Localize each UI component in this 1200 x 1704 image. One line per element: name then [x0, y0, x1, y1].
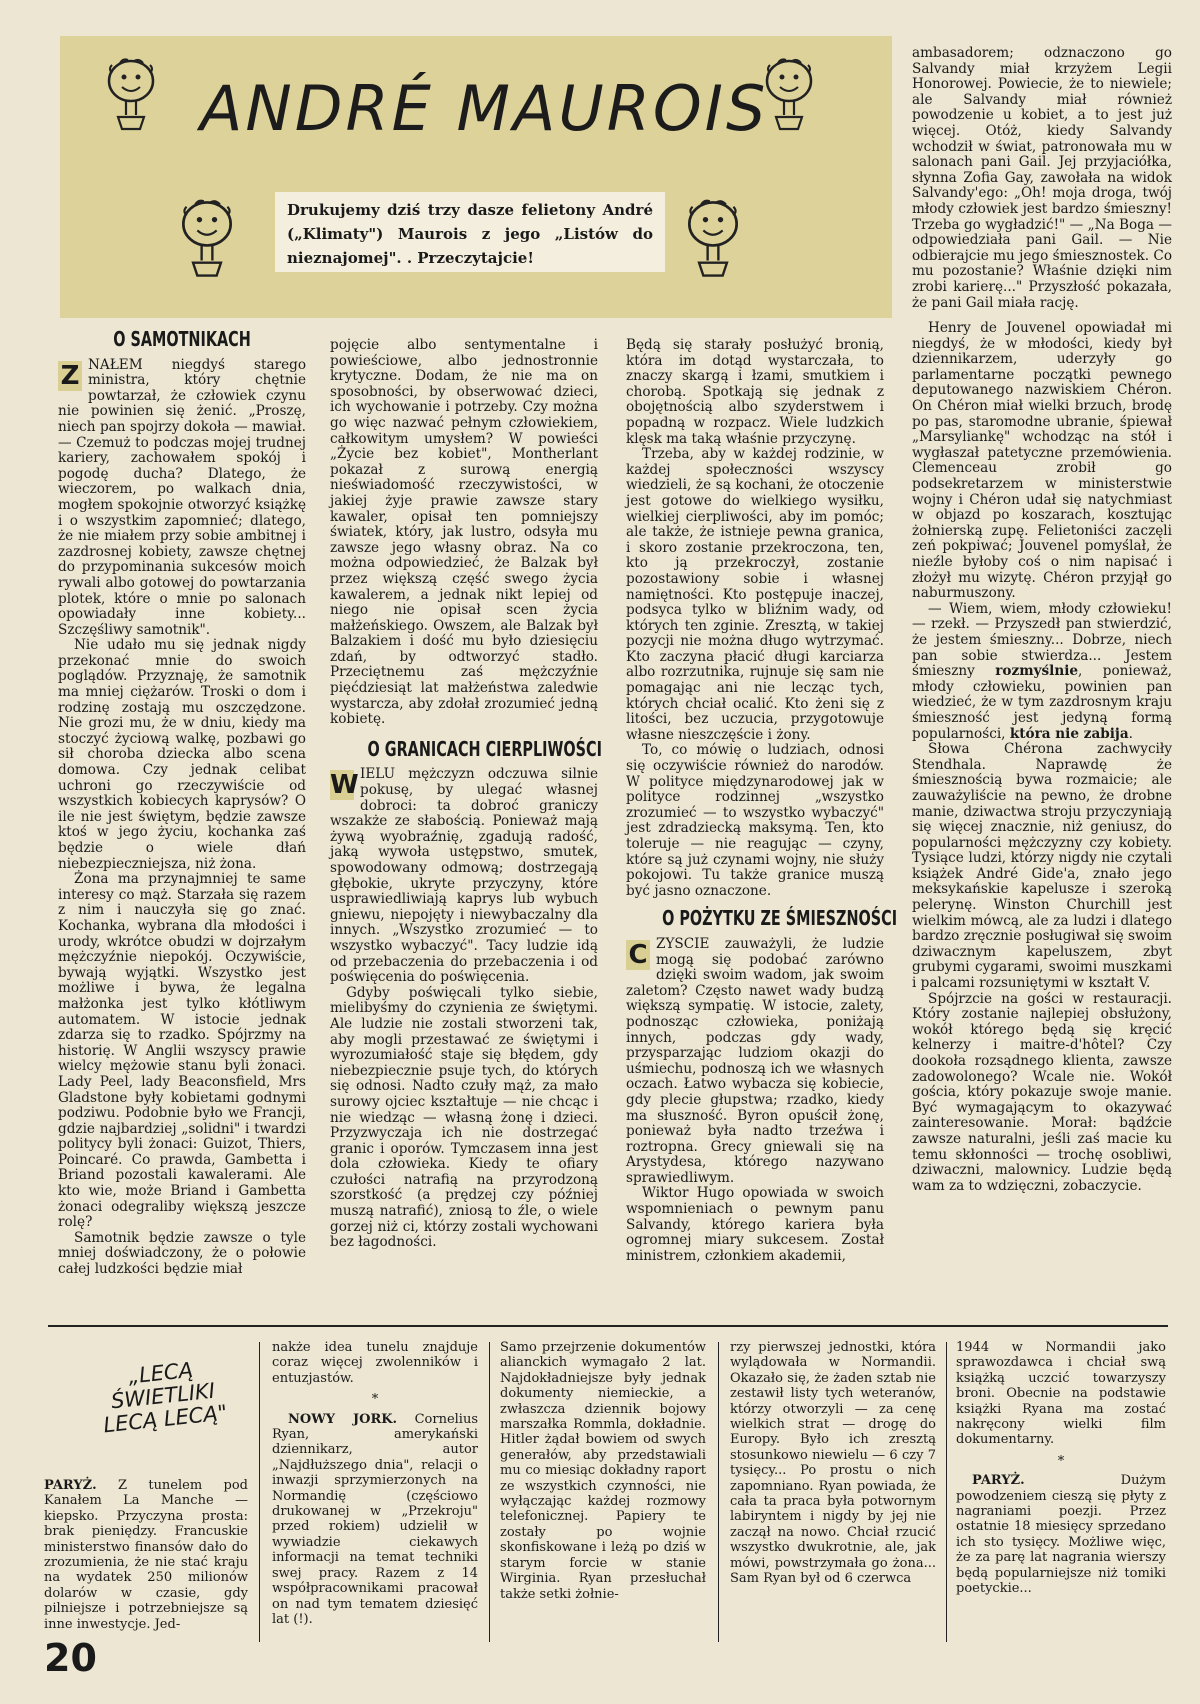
essay3-para: — Wiem, wiem, młody człowieku! — rzekł. — Przyszedł pan stwierdzić, że jestem śmieszny... Dobrze, niech pan sobie stwierdza... Jestem śmieszny rozmyślnie, ponieważ, młody człowieku, powinien pan wiedzieć, że w tym zazdrosnym kraju śmieszność jest jedyną formą popularności, która nie zabija.	[912, 600, 1173, 742]
cartoon-head-icon	[170, 196, 244, 282]
essay3-para: C ZYSCIE zauważyli, że ludzie mogą się podobać zarówno dzięki swoim wadom, jak swoim zaletom? Często nawet wady budzą większą sympatię. W istocie, zalety, podnosząc człowieka, poniżają innych, podczas gdy wady, przysparzając ludziom okazji do uśmiechu, podnoszą ich we własnych oczach. Łatwo wybacza się kobiecie, gdy plecie głupstwa; rzadko, kiedy ma słuszność. Byron opuścił żonę, ponieważ była nadto trzeźwa i roztropna. Grecy gniewali się na Arystydesa, którego nazywano sprawiedliwym.	[626, 935, 884, 1186]
drop-cap: W	[330, 770, 359, 801]
essay2-para: W IELU mężczyzn odczuwa silnie pokusę, by ulegać własnej dobroci: ta dobroć graniczy wszakże ze słabością. Ponieważ mają żywą wyobraźnię, zgadują radość, jaką wywoła ustępstwo, smutek, spowodowany odmową; dostrzegają głębokie, ukryte przyczyny, które usprawiedliwiają kaprys lub wybuch gniewu, niepojęty i niewybaczalny dla innych. „Wszystko zrozumieć — to wszystko wybaczyć". Tacy ludzie idą od przebaczenia do przebaczenia i od poświęcenia do poświęcenia.	[330, 766, 598, 986]
handwritten-headline: „LECĄ ŚWIETLIKI LECĄ LECĄ"	[102, 1357, 229, 1438]
drop-cap: Z	[58, 361, 82, 391]
news-item: 1944 w Normandii jako sprawozdawca i chciał swą książką uczcić towarzyszy broni. Obecnie na podstawie książki Ryana ma zostać nakręcony wielki film dokumentarny.	[956, 1340, 1166, 1448]
essay2-para: To, co mówię o ludziach, odnosi się oczywiście również do narodów. W polityce międzynarodowej jak w polityce rodzinnej „wszystko zrozumieć — to wszystko wybaczyć" jest zdradziecką maksymą. Ten, kto toleruje — nie reagując — czyny, które są już czynami wojny, nie służy pokojowi. Tu także granice muszą być jasno oznaczone.	[626, 742, 884, 899]
essay3-continued-column	[912, 46, 1172, 1194]
cartoon-head-icon	[100, 55, 162, 135]
news-column	[500, 1340, 706, 1602]
news-item: Samo przejrzenie dokumentów alianckich wymagało 2 lat. Najdokładniejsze były jednak dokumenty niemieckie, a zwłaszcza dziennik bojowy marszałka Rommla, dokładnie. Hitler żądał bowiem od swych generałów, aby przedstawiali mu co miesiąc dokładny raport ze wszystkich czynności, nie wyłączając każdej rozmowy telefonicznej. Papiery te zostały po wojnie skonfiskowane i leżą po dziś w starym forcie w stanie Wirginia. Ryan przesłuchał także setki żołnie-	[500, 1340, 706, 1602]
news-column	[44, 1478, 248, 1632]
news-item: nakże idea tunelu znajduje coraz więcej zwolenników i entuzjastów.	[272, 1340, 478, 1386]
essay3-para: Słowa Chérona zachwyciły Stendhala. Naprawdę że śmiesznością bywa rozmaicie; ale zauważyliście na pewno, że drobne manie, dziwactwa stroju przyczyniają się więcej znacznie, niż geniusz, do popularności mężczyzny czy kobiety. Tysiące ludzi, którzy nigdy nie czytali książek André Gide'a, znało jego meksykańskie kapelusze i szeroką pelerynę. Winston Churchill jest wielkim mówcą, ale za ludzi i dlatego bardzo zręcznie posługiwał się swoim dziwacznym kapeluszem, zbyt grubymi cygarami, swoimi muszkami i palcami rozsuniętymi w kształt V.	[912, 741, 1172, 992]
news-item: NOWY JORK. Cornelius Ryan, amerykański dziennikarz, autor „Najdłuższego dnia", relacji o inwazji sprzymierzonych na Normandię (częściowo drukowanej w „Przekroju" przed rokiem) udzielił w wywiadzie ciekawych informacji na temat techniki swej pracy. Razem z 14 współpracownikami pracował on nad tym tematem dziesięć lat (!).	[272, 1411, 479, 1627]
page-title: ANDRÉ MAUROIS	[200, 72, 769, 145]
intro-box: Drukujemy dziś trzy dasze felietony André („Klimaty") Maurois z jego „Listów do nieznajomej". . Przeczytajcie!	[275, 192, 665, 272]
essay2-heading: O GRANICACH CIERPLIWOŚCI	[367, 736, 602, 761]
essay3-heading: O POŻYTKU ZE ŚMIESZNOŚCI	[662, 906, 898, 931]
column-rule	[946, 1342, 947, 1642]
essay2-para: Gdyby poświęcali tylko siebie, mielibyśmy do czynienia ze świętymi. Ale ludzie nie zostali stworzeni tak, aby mogli przestawać ze świętymi i wyrozumiałość staje się błędem, gdy niebezpiecznie psuje tych, do których się odnosi. Nadto czuły mąż, za mało surowy ojciec kształtuje — nie chcąc i nie wiedząc — własną żonę i dzieci. Przyzwyczaja ich nie dostrzegać granic i oporów. Tymczasem inna jest dola człowieka. Kiedy te ofiary czułości natrafią na przyrodzoną szorstkość (a prędzej czy później muszą natrafić), zniosą to źle, o wiele gorzej niż ci, którzy zostali wychowani bez łagodności.	[330, 984, 598, 1251]
column-rule	[259, 1342, 260, 1642]
section-divider	[48, 1325, 1168, 1327]
essay2-continued-column	[626, 337, 898, 1264]
news-column	[272, 1340, 478, 1627]
essay3-para: Henry de Jouvenel opowiadał mi niegdyś, że w młodości, kiedy był dziennikarzem, uderzyły go parlamentarne początki pewnego deputowanego nazwiskiem Chéron. On Chéron miał wielki brzuch, brodę po pas, staromodne ubranie, śpiewał „Marsyliankę" wchodząc na stół i wygłaszał patetyczne przemówienia. Clemenceau zrobił go podsekretarzem w ministerstwie wojny i Chéron udał się natychmiast w objazd po koszarach, kosztując żołnierską zupę. Felietoniści zaczęli zeń pokpiwać; Jouvenel pomyślał, że nieźle byłoby coś o nim napisać i złożył mu wizytę. Chéron przyjął go naburmuszony.	[912, 320, 1172, 602]
essay3-para: Spójrzcie na gości w restauracji. Który zostanie najlepiej obsłużony, wokół którego będą się kręcić kelnerzy i maitre-d'hôtel? Czy dookoła rozsądnego klienta, zawsze zadowolonego? Wcale nie. Wokół gościa, który pokazuje swoje manie. Być wymagającym to okazywać zainteresowanie. Morał: bądźcie zawsze naturalni, jeśli zaś macie ku temu skłonności — trochę osobliwi, dziwaczni, malownicy. Ludzie będą wam za to wdzięczni, zobaczycie.	[912, 990, 1172, 1194]
essay1-heading: O SAMOTNIKACH	[113, 327, 251, 351]
essay1-para: Nie udało mu się jednak nigdy przekonać mnie do swoich poglądów. Przyznaję, że samotnik ma mniej ciężarów. Troski o dom i rodzinę zostają mu oszczędzone. Nie grozi mu, że w dniu, kiedy ma stoczyć życiową walkę, pozbawi go sił choroba dziecka albo scena domowa. Czy jednak celibat uchroni go rzeczywiście od wszystkich kobiecych kaprysów? O ile nie jest świętym, będzie zawsze ktoś w jego życiu, kochanka zaś będzie o wiele dłań niebezpieczniejsza, niż żona.	[58, 637, 306, 872]
essay3-para: ambasadorem; odznaczono go Salvandy miał krzyżem Legii Honorowej. Powiecie, że to niewiele; ale Salvandy miał również powodzenie u kobiet, a to jest już więcej. Otóż, kiedy Salvandy wchodził w świat, patronowała mu w salonach pani Gail. Jej przyjaciółka, słynna Zofia Gay, zawołała na widok Salvandy'ego: „Oh! moja droga, twój młody człowiek jest bardzo śmieszny! Trzeba go wygładzić!" — „Na Boga — odpowiedziała pani Gail. — Nie odbierajcie mu jego śmiesznostek. Co mu pozostanie? Właśnie dzięki nim zrobi karierę..." Przyszłość pokazała, że pani Gail miała rację.	[912, 45, 1172, 311]
separator-star: *	[1057, 1453, 1065, 1469]
news-column	[730, 1340, 936, 1587]
essay2-para: Trzeba, aby w każdej rodzinie, w każdej społeczności wszyscy wiedzieli, że są kochani, że otoczenie jest gotowe do wielkiego wysiłku, wielkiej cierpliwości, aby im pomóc; ale także, że istnieje pewna granica, i skoro zostanie przekroczona, ten, kto ją przekroczył, zostanie pozostawiony sobie i własnej namiętności. Kto postępuje inaczej, podsyca tylko w bliźnim wady, od których ten zginie. Zresztą, w takiej pozycji nie można długo wytrzymać. Kto zaczyna płacić długi karciarza albo rozrzutnika, rujnuje się sam nie pomagając ani nie lecząc tych, których chciał ocalić. Kto żeni się z litości, bez uczucia, przygotowuje własne nieszczęście i żony.	[626, 446, 884, 743]
essay1-continued-column	[330, 337, 602, 1251]
essay1-para: pojęcie albo sentymentalne i powieściowe, albo jednostronnie krytyczne. Dodam, że nie ma on sposobności, by obserwować dzieci, ich wychowanie i potrzeby. Czy można go więc nazwać pełnym człowiekiem, całkowitym umysłem? W powieści „Życie bez kobiet", Montherlant pokazał z surową energią nieświadomość rzeczywistości, w jakiej żyje prawie zawsze stary kawaler, opisał ten pomniejszy światek, który, jak lustro, odsyła mu zawsze jego własny obraz. Na co można odpowiedzieć, że Balzak był przez większą część swego życia kawalerem, a jednak nikt lepiej od niego nie opisał scen życia małżeńskiego. Owszem, ale Balzak był Balzakiem i dość mu było dziesięciu zdań, by odtworzyć stadło. Przeciętnemu zaś mężczyźnie pięćdziesiąt lat małżeństwa zaledwie wystarcza, aby zdołał zrozumieć jedną kobietę.	[330, 337, 598, 728]
essay1-para: Żona ma przynajmniej te same interesy co mąż. Starzała się razem z nim i nauczyła się go znać. Kochanka, wybrana dla młodości i urody, wkrótce obudzi w dojrzałym mężczyźnie niepokój. Oczywiście, bywają wyjątki. Wszystko jest możliwe i bywa, że legalna małżonka jest tylko kłótliwym automatem. W istocie jednak zdarza się to rzadko. Spójrzmy na historię. W Anglii wszyscy prawie wielcy mężowie stanu byli żonaci. Lady Peel, lady Beaconsfield, Mrs Gladstone były kobietami godnymi podziwu. Podobnie było we Francji, gdzie najbardziej „solidni" i twardzi politycy byli żonaci: Guizot, Thiers, Poincaré. Co prawda, Gambetta i Briand pozostali kawalerami. Ale kto wie, może Briand i Gambetta żonaci odegraliby większą jeszcze rolę?	[58, 871, 306, 1231]
news-item: rzy pierwszej jednostki, która wylądowała w Normandii. Okazało się, że żaden sztab nie zestawił listy tych weteranów, którzy otworzyli — za cenę wielkich strat — drogę do Europy. Było ich zresztą stosunkowo niewielu — 6 czy 7 tysięcy... Po prostu o nich zapomniano. Ryan powiada, że cała ta praca była potwornym labiryntem i nigdy by jej nie zaczął na nowo. Chciał rzucić wszystko dwukrotnie, ale, jak mówi, powstrzymała go żona... Sam Ryan był od 6 czerwca	[730, 1340, 936, 1587]
essay1-para: Z NAŁEM niegdyś starego ministra, który chętnie powtarzał, że człowiek czynu nie powinien się żenić. „Proszę, niech pan spojrzy dokoła — mawiał. — Czemuż to podczas mojej trudnej kariery, zachowałem spokój i pogodę ducha? Dlatego, że wieczorem, po walkach dnia, mogłem spokojnie otworzyć książkę i o wszystkim zapomnieć; dlatego, że nie miałem przy sobie ambitnej i zazdrosnej kobiety, zawsze chętnej do przypominania sukcesów moich rywali albo gotowej do powtarzania plotek, które o mnie po salonach opowiadały inne kobiety... Szczęśliwy samotnik".	[58, 356, 306, 638]
essay1-column	[58, 327, 306, 1278]
cartoon-head-icon	[676, 196, 750, 282]
essay2-para: Będą się starały posłużyć bronią, która im dotąd wystarczała, to znaczy skargą i łzami, smutkiem i chorobą. Spotkają się jednak z obojętnością albo szyderstwem i popadną w rozpacz. Wiele ludzkich klęsk ma taką właśnie przyczynę.	[626, 337, 884, 447]
news-item: PARYŻ. Z tunelem pod Kanałem La Manche — kiepsko. Przyczyna prosta: brak pieniędzy. Francuskie ministerstwo finansów dało do zrozumienia, że nie stać kraju na wydatek 250 milionów dolarów w czasie, gdy pilniejsze i potrzebniejsze są inne inwestycje. Jed-	[44, 1478, 248, 1632]
column-rule	[489, 1342, 490, 1642]
essay1-para: Samotnik będzie zawsze o tyle mniej doświadczony, że o połowie całej ludzkości będzie miał	[58, 1229, 306, 1278]
drop-cap: C	[626, 940, 650, 970]
column-rule	[718, 1342, 719, 1642]
page-number: 20	[44, 1636, 97, 1680]
news-item: PARYŻ. Dużym powodzeniem cieszą się płyty z nagraniami poezji. Przez ostatnie 18 miesięcy sprzedano ich sto tysięcy. Możliwe więc, że za parę lat nagrania wierszy będą popularniejsze niż tomiki poetyckie...	[956, 1473, 1166, 1597]
news-column	[956, 1340, 1166, 1597]
essay3-para: Wiktor Hugo opowiada w swoich wspomnieniach o pewnym panu Salvandy, którego kariera była ogromnej miary sukcesem. Został ministrem, członkiem akademii,	[626, 1185, 884, 1264]
separator-star: *	[371, 1392, 379, 1408]
